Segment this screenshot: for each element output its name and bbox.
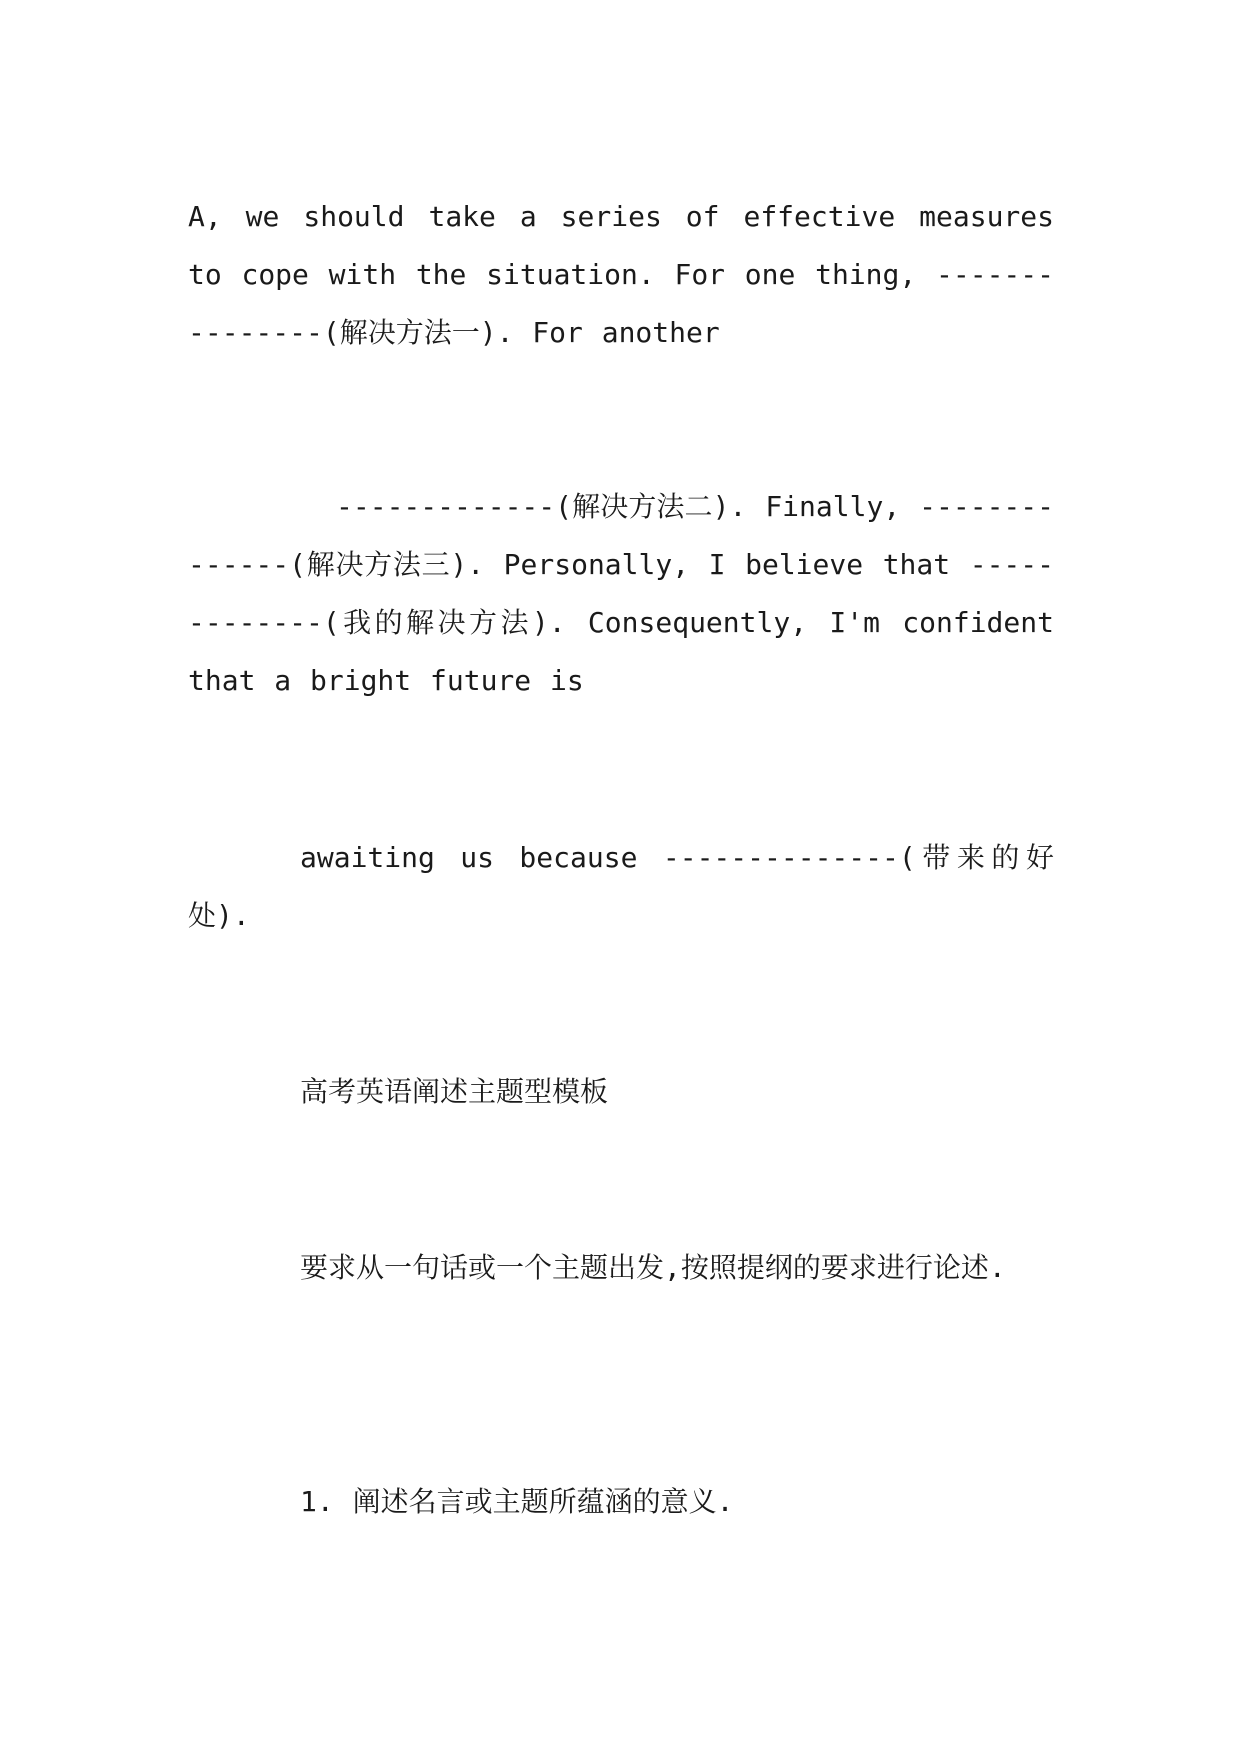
section-heading: 高考英语阐述主题型模板 xyxy=(300,1075,609,1108)
paragraph-solutions: -------------(解决方法二). Finally, --------------(解决方法三). Personally, I believe that -------------(我的解决方法). Consequently, I'm confident that a bright future is xyxy=(188,490,1054,697)
paragraph-requirement: 要求从一句话或一个主题出发,按照提纲的要求进行论述. xyxy=(300,1251,1006,1284)
paragraph-measures: A, we should take a series of effective measures to cope with the situation. For one thing, ---------------(解决方法一). For another xyxy=(188,200,1054,349)
list-item-1: 1. 阐述名言或主题所蕴涵的意义. xyxy=(300,1485,734,1518)
paragraph-benefits: awaiting us because --------------(带来的好处). xyxy=(188,841,1054,932)
